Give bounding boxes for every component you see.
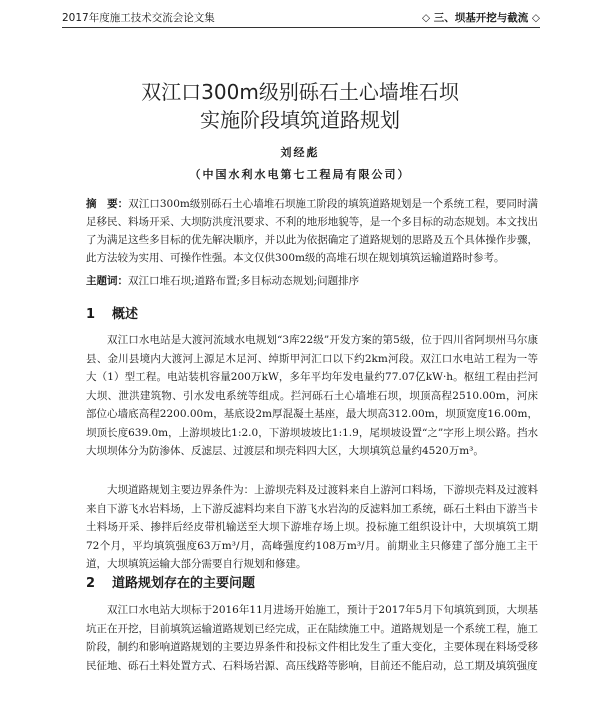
paragraph: 大坝道路规划主要边界条件为：上游坝壳料及过渡料来自上游河口料场，下游坝壳料及过渡料来自下游飞水岩料场，上下游反滤料均来自下游飞水岩沟的反滤料加工系统，砾石土料由下游当卡土料场开采、掺拌后经皮带机输送至大坝下游堆存场上坝。投标施工组织设计中，大坝填筑工期72个月，平均填筑强度63万m³/月，高峰强度约108万m³/月。前期业主只修建了部分施工主干道，大坝填筑运输大部分需要自行规划和修建。 [86, 484, 538, 570]
section-number: 2 [86, 576, 96, 591]
running-header [62, 8, 540, 26]
keywords-text: 双江口堆石坝;道路布置;多目标动态规划;问题排序 [128, 275, 360, 287]
title-line-2: 实施阶段填筑道路规划 [200, 108, 400, 132]
header-rule [62, 27, 540, 28]
section-title: 道路规划存在的主要问题 [112, 576, 256, 591]
section-label: ◇ 三、坝基开挖与截流 ◇ [422, 11, 540, 24]
section-number: 1 [86, 307, 96, 322]
abstract-text: 双江口300m级别砾石土心墙堆石坝施工阶段的填筑道路规划是一个系统工程，要同时满足移民、料场开采、大坝防洪度汛要求、不利的地形地貌等，是一个多目标的动态规划。本文找出了为满足这些多目标的优先解决顺序，并以此为依据确定了道路规划的思路及五个具体操作步骤，此方法较为实用、可操作性强。本文仅供300m级的高堆石坝在规划填筑运输道路时参考。 [86, 198, 538, 264]
paragraph: 双江口水电站大坝标于2016年11月进场开始施工，预计于2017年5月下旬填筑到顶，大坝基坑正在开挖，目前填筑运输道路规划已经完成，正在陆续施工中。道路规划是一个系统工程，施工阶段，制约和影响道路规划的主要边界条件和投标文件相比发生了重大变化，主要体现在料场受移民征地、砾石土料处置方式、石料场岩源、高压线路等影响，目前还不能启动，总工期及填筑强度 [86, 604, 538, 672]
keywords-label: 主题词： [86, 275, 128, 287]
abstract [86, 195, 538, 267]
author: 刘经彪 [280, 146, 320, 159]
section-heading-2 [86, 572, 255, 591]
section-title: 概述 [112, 307, 139, 322]
affiliation: （中国水利水电第七工程局有限公司） [189, 168, 411, 181]
title-line-1: 双江口300m级别砾石土心墙堆石坝 [141, 80, 459, 104]
proceedings-title: 2017年度施工技术交流会论文集 [62, 11, 215, 24]
keywords [86, 272, 538, 290]
paper-title [0, 78, 600, 134]
paragraph: 双江口水电站是大渡河流域水电规划“3库22级”开发方案的第5级，位于四川省阿坝州马尔康县、金川县境内大渡河上源足木足河、绰斯甲河汇口以下约2km河段。双江口水电站工程为一等大（1）型工程。电站装机容量200万kW，多年平均年发电量约77.07亿kW·h。枢纽工程由拦河大坝、泄洪建筑物、引水发电系统等组成。拦河砾石土心墙堆石坝，坝顶高程2510.00m，河床部位心墙底高程2200.00m，基底设2m厚混凝土基座，最大坝高312.00m，坝顶宽度16.00m，坝顶长度639.0m，上游坝坡比1:2.0，下游坝坡坡比1:1.9，尾坝坡设置“之”字形上坝公路。挡水大坝坝体分为防渗体、反滤层、过渡层和坝壳料四大区，大坝填筑总量约4520万m³。 [86, 334, 538, 457]
section-heading-1 [86, 303, 138, 322]
abstract-label: 摘 要： [86, 198, 129, 210]
